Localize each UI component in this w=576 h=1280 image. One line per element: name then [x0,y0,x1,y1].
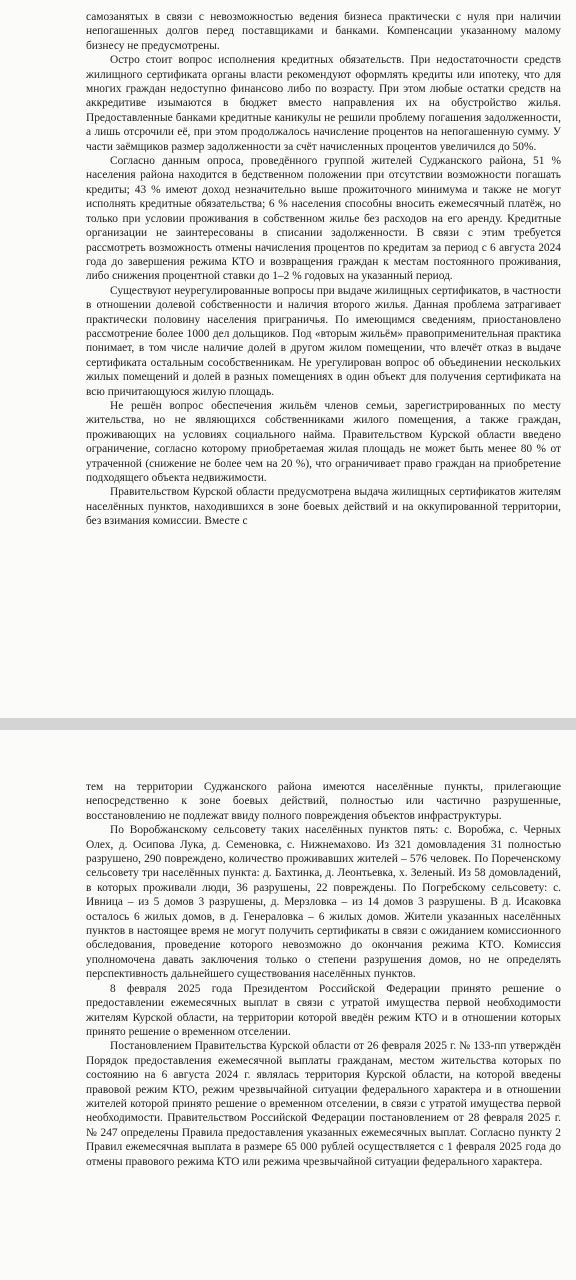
document-page-2 [0,730,576,1280]
page1-paragraph-2: Остро стоит вопрос исполнения кредитных обязательств. При недостаточности средств жилищного сертификата органы власти рекомендуют оформлять кредиты или ипотеку, что для многих граждан недоступно финансово либо по возрасту. При этом любые остатки средств на аккредитиве изымаются в бюджет вместо направления их на обустройство жилья. Предоставленные банками кредитные каникулы не решили проблему погашения задолженности, а лишь отсрочили её, при этом продолжалось начисление процентов на непогашенную сумму. У части заёмщиков размер задолженности за счёт начисленных процентов увеличился до 50%. [86,54,561,153]
page2-paragraph-3: 8 февраля 2025 года Президентом Российской Федерации принято решение о предоставлении ежемесячных выплат в связи с утратой имущества первой необходимости жителям Курской области, на территории которой введён режим КТО и в отношении которых принято решение о временном отселении. [86,982,561,1038]
page2-paragraph-4: Постановлением Правительства Курской области от 26 февраля 2025 г. № 133-пп утверждён Порядок предоставления ежемесячной выплаты гражданам, местом жительства которых по состоянию на 6 августа 2024 г. являлась территория Курской области, на которой введены правовой режим КТО, режим чрезвычайной ситуации федерального характера и в отношении жителей которой принято решение о временном отселении, в связи с утратой имущества первой необходимости. Правительством Российской Федерации постановлением от 28 февраля 2025 г. № 247 определены Правила предоставления указанных ежемесячных выплат. Согласно пункту 2 Правил ежемесячная выплата в размере 65 000 рублей осуществляется с 1 февраля 2025 года до отмены правового режима КТО или режима чрезвычайной ситуации федерального характера. [86,1040,561,1168]
page-separator [0,718,576,730]
page1-paragraph-1: самозанятых в связи с невозможностью ведения бизнеса практически с нуля при наличии непогашенных долгов перед поставщиками и банками. Компенсации указанному малому бизнесу не предусмотрены. [86,11,561,52]
page1-paragraph-6: Правительством Курской области предусмотрена выдача жилищных сертификатов жителям населённых пунктов, находившихся в зоне боевых действий и на оккупированной территории, без взимания комиссии. Вместе с [86,486,561,528]
page1-paragraph-4: Существуют неурегулированные вопросы при выдаче жилищных сертификатов, в частности в отношении долевой собственности и наличия второго жилья. Данная проблема затрагивает практически половину населения приграничья. По имеющимся сведениям, приостановлено рассмотрение более 1000 дел дольщиков. Под «вторым жильём» правоприменительная практика понимает, в том числе наличие долей в другом жилом помещении, что влечёт отказ в выдаче сертификата остальным сособственникам. Не урегулирован вопрос об объединении нескольких жилых помещений и долей в разных помещениях в один объект для получения сертификата на всю причитающуюся жилую площадь. [86,284,561,398]
page1-paragraph-3: Согласно данным опроса, проведённого группой жителей Суджанского района, 51 % населения района находится в бедственном положении при отсутствии возможности погашать кредиты; 43 % имеют доход незначительно выше прожиточного минимума и также не могут исполнять кредитные обязательства; 6 % населения способны вносить ежемесячный платёж, но только при условии проживания в собственном жилье без расходов на его аренду. Кредитные организации не заинтересованы в списании задолженности. В связи с этим требуется рассмотреть возможность отмены начисления процентов по кредитам за период с 6 августа 2024 года до завершения режима КТО и возвращения граждан к местам постоянного проживания, либо снижения процентной ставки до 1–2 % годовых на указанный период. [86,155,561,283]
page2-paragraph-1: тем на территории Суджанского района имеются населённые пункты, прилегающие непосредственно к зоне боевых действий, полностью или частично разрушенные, восстановлению не подлежат ввиду полного повреждения объектов инфраструктуры. [86,781,561,822]
page2-paragraph-2: По Воробжанскому сельсовету таких населённых пунктов пять: с. Воробжа, с. Черных Олех, д. Осипова Лука, д. Семеновка, с. Нижнемахово. Из 321 домовладения 31 полностью разрушено, 290 повреждено, количество проживавших жителей – 576 человек. По Пореченскому сельсовету три населённых пункта: д. Бахтинка, д. Леонтьевка, х. Зеленый. Из 58 домовладений, в которых проживали люди, 36 разрушены, 22 повреждены. По Погребскому сельсовету: с. Ивница – из 5 домов 3 разрушены, д. Мерзловка – из 14 домов 3 разрушены. В д. Исаковка осталось 6 жилых домов, в д. Генераловка – 6 жилых домов. Жители указанных населённых пунктов в настоящее время не могут получить сертификаты в связи с ожиданием комиссионного обследования, проведение которого невозможно до окончания режима КТО. Комиссия уполномочена давать заключения только о степени разрушения домов, но не определять перспективность дальнейшего существования населённых пунктов. [86,824,561,981]
page1-paragraph-5: Не решён вопрос обеспечения жильём членов семьи, зарегистрированных по месту жительства, но не являющихся собственниками жилого помещения, а также граждан, проживающих на условиях социального найма. Правительством Курской области введено ограничение, согласно которому приобретаемая жилая площадь не может быть менее 80 % от утраченной (снижение не более чем на 20 %), что ограничивает право граждан на приобретение подходящего объекта недвижимости. [86,399,561,484]
